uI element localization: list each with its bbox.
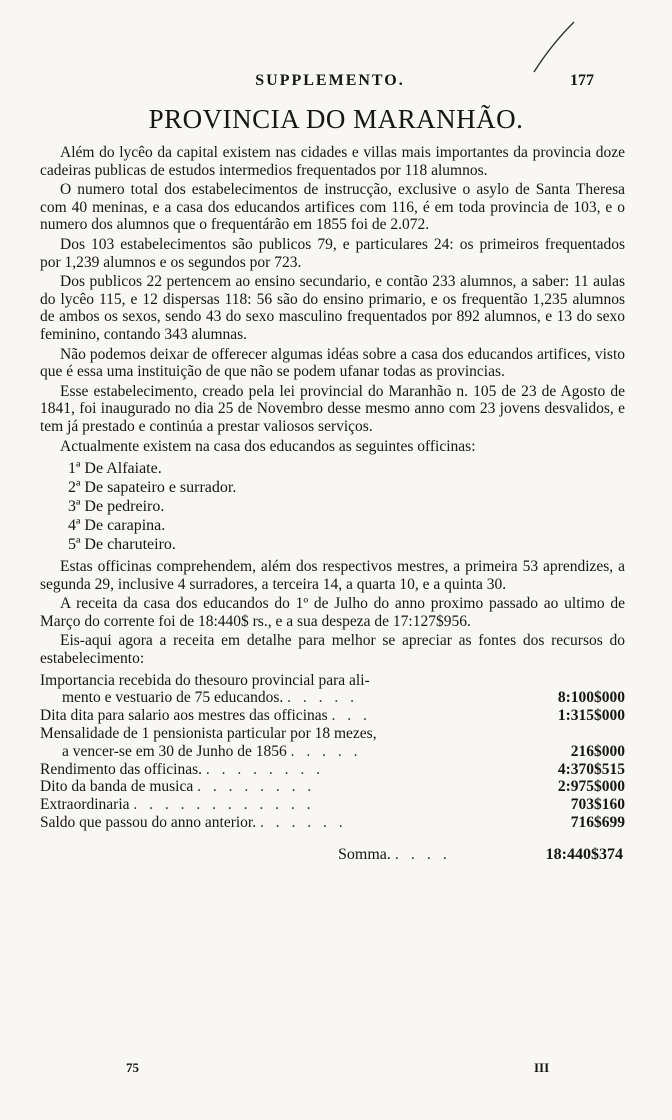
row-value: 2:975$000: [557, 778, 625, 796]
receita-table: [40, 672, 625, 832]
running-head: SUPPLEMENTO.: [255, 72, 405, 89]
paragraph: Estas officinas comprehendem, além dos respectivos mestres, a primeira 53 aprendizes, a segunda 29, inclusive 4 surradores, a terceira 14, a quarta 10, e a quinta 30.: [40, 558, 625, 593]
table-row: Rendimento das officinas. . . . . . . . . 4:370$515: [40, 760, 625, 778]
table-row: [40, 672, 625, 708]
signature-mark-right: III: [534, 1060, 550, 1075]
row-description-cont: a vencer-se em 30 de Junho de 1856 . . . . .: [62, 742, 362, 760]
body-text: [40, 144, 625, 868]
table-row: [40, 725, 625, 761]
list-item: 3ª De pedreiro.: [68, 498, 165, 516]
row-description: Rendimento das officinas.: [40, 760, 203, 778]
paragraph: Não podemos deixar de offerecer algumas idéas sobre a casa dos educandos artifices, visto que é essa uma instituição de que não se podem ufanar todas as provincias.: [40, 345, 625, 381]
paragraph: Esse estabelecimento, creado pela lei provincial do Maranhão n. 105 de 23 de Agosto de 1841, foi inaugurado no dia 25 de Novembro desse mesmo anno com 23 jovens desvalidos, e tem já prestado e continúa a prestar valiosos serviços.: [40, 382, 625, 435]
page-title: PROVINCIA DO MARANHÃO.: [148, 104, 524, 134]
table-row: Saldo que passou do anno anterior. . . . . . . 716$699: [40, 814, 625, 832]
paragraph: Eis-aqui agora a receita em detalhe para melhor se apreciar as fontes dos recursos do estabelecimento:: [40, 632, 625, 668]
list-item: 4ª De carapina.: [68, 517, 166, 535]
total-value: 18:440$374: [545, 845, 623, 863]
paragraph: O numero total dos estabelecimentos de instrucção, exclusive o asylo de Santa Theresa com 40 meninas, e a casa dos educandos artifices com 116, é em toda provincia de 103, e o numero dos alumnos que o frequentárão em 1855 foi de 2.072.: [40, 181, 625, 234]
page-number: 177: [570, 72, 594, 89]
row-description-cont: mento e vestuario de 75 educandos. . . . . .: [62, 689, 358, 707]
row-value: 1:315$000: [557, 707, 625, 725]
paragraph: Dos publicos 22 pertencem ao ensino secundario, e contão 233 alumnos, a saber: 11 aulas do lycêo 115, e 12 dispersas 118: 56 são do ensino primario, e os frequentão 1,235 alumnos de ambos os sexos, sendo 43 do sexo masculino frequentados por 892 alumnos, e 13 do sexo feminino, contando 343 alumnas.: [40, 273, 625, 343]
list-item: 1ª De Alfaiate.: [68, 460, 162, 478]
row-value: 216$000: [570, 742, 625, 760]
row-description: Saldo que passou do anno anterior.: [40, 814, 257, 832]
row-description: Mensalidade de 1 pensionista particular por 18 mezes,: [40, 725, 377, 743]
table-row: Dita dita para salario aos mestres das officinas . . . 1:315$000: [40, 707, 625, 725]
row-description: Dito da banda de musica: [40, 778, 194, 796]
signature-mark-left: 75: [126, 1060, 139, 1075]
officinas-list: [40, 459, 625, 554]
row-value: 703$160: [570, 796, 625, 814]
page-header: [0, 72, 672, 96]
row-value: 4:370$515: [557, 760, 625, 778]
paragraph: Além do lycêo da capital existem nas cidades e villas mais importantes da provincia doze cadeiras publicas de estudos intermedios frequentados por 118 alumnos.: [40, 144, 625, 179]
row-description: Extraordinaria: [40, 796, 130, 814]
total-row: [40, 846, 625, 868]
table-row: Extraordinaria . . . . . . . . . . . . 703$160: [40, 796, 625, 814]
row-value: 716$699: [570, 814, 625, 832]
list-item: 2ª De sapateiro e surrador.: [68, 479, 237, 497]
page-footer: [0, 1060, 672, 1080]
list-item: 5ª De charuteiro.: [68, 536, 176, 554]
row-description: Dita dita para salario aos mestres das officinas: [40, 707, 328, 725]
row-value: 8:100$000: [557, 689, 625, 707]
row-description: Importancia recebida do thesouro provincial para ali-: [40, 671, 370, 689]
paragraph: Actualmente existem na casa dos educandos as seguintes officinas:: [60, 437, 476, 455]
total-label: Somma. . . . .: [338, 845, 451, 863]
pen-stroke-mark: [530, 16, 580, 76]
paragraph: Dos 103 estabelecimentos são publicos 79, e particulares 24: os primeiros frequentados por 1,239 alumnos e os segundos por 723.: [40, 235, 625, 271]
table-row: Dito da banda de musica . . . . . . . . 2:975$000: [40, 778, 625, 796]
paragraph: A receita da casa dos educandos do 1º de Julho do anno proximo passado ao ultimo de Março do corrente foi de 18:440$ rs., e a sua despeza de 17:127$956.: [40, 595, 625, 630]
